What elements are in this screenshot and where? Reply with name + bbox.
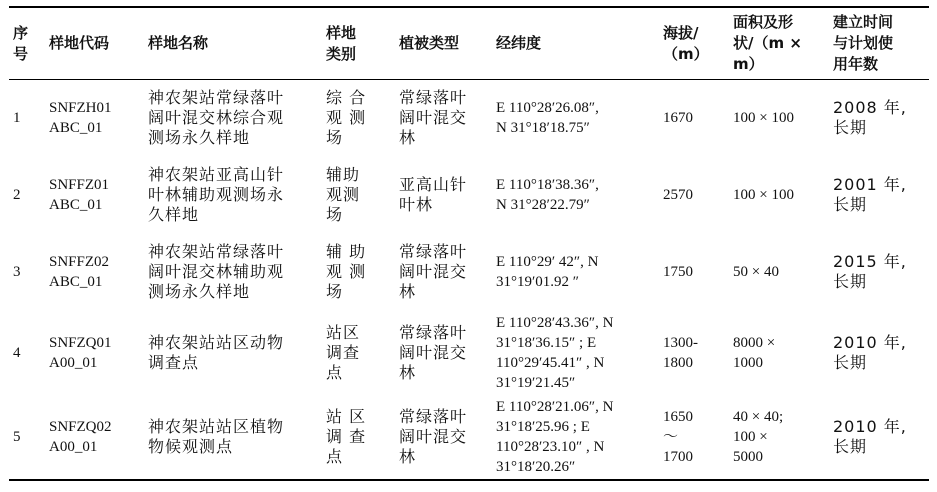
header-code: 样地代码 (49, 34, 110, 52)
header-vegetation: 植被类型 (399, 34, 460, 52)
cell-code: SNFZQ02 A00_01 (49, 418, 112, 455)
cell-no: 3 (13, 264, 21, 280)
cell-established: 2010 年, 长期 (833, 416, 907, 456)
header-category: 样地 类别 (326, 23, 357, 63)
cell-category: 综 合 观 测 场 (326, 88, 367, 148)
cell-area: 8000 × 1000 (733, 334, 776, 371)
document-page (9, 6, 929, 481)
cell-established: 2015 年, 长期 (833, 252, 907, 291)
cell-altitude: 1300- 1800 (663, 334, 698, 371)
header-no: 序 号 (13, 23, 29, 63)
cell-name: 神农架站亚高山针 叶林辅助观测场永 久样地 (148, 165, 285, 224)
cell-area: 40 × 40; 100 × 5000 (733, 408, 784, 465)
table-row (9, 311, 929, 395)
cell-coords: E 110°28′26.08″, N 31°18′18.75″ (496, 100, 599, 137)
cell-altitude: 1670 (663, 110, 693, 127)
cell-code: SNFFZ02 ABC_01 (49, 254, 110, 290)
cell-area: 50 × 40 (733, 264, 779, 280)
header-name: 样地名称 (148, 34, 209, 52)
table-row (9, 80, 929, 157)
cell-category: 辅助 观测 场 (326, 165, 361, 224)
cell-no: 2 (13, 187, 21, 203)
cell-area: 100 × 100 (733, 110, 794, 127)
cell-category: 站 区 调 查 点 (326, 406, 367, 466)
table-row (9, 234, 929, 311)
cell-established: 2001 年, 长期 (833, 175, 907, 214)
header-altitude: 海拔/ （m） (663, 23, 709, 63)
cell-category: 站区 调查 点 (326, 322, 361, 382)
cell-coords: E 110°28′43.36″, N 31°18′36.15″ ; E 110°29′45.41″ , N 31°19′21.45″ (496, 314, 614, 391)
table-row (9, 395, 929, 480)
cell-code: SNFFZ01 ABC_01 (49, 177, 110, 213)
plot-table (9, 6, 929, 481)
cell-no: 4 (13, 344, 21, 361)
cell-vegetation: 常绿落叶 阔叶混交 林 (399, 406, 468, 466)
cell-name: 神农架站站区动物 调查点 (148, 332, 285, 372)
cell-altitude: 1750 (663, 264, 693, 280)
cell-established: 2008 年, 长期 (833, 98, 907, 138)
table-row (9, 157, 929, 234)
cell-name: 神农架站站区植物 物候观测点 (148, 416, 285, 456)
cell-category: 辅 助 观 测 场 (326, 242, 367, 301)
cell-coords: E 110°29′ 42″, N 31°19′01.92 ″ (496, 254, 599, 290)
cell-coords: E 110°18′38.36″, N 31°28′22.79″ (496, 177, 599, 213)
cell-established: 2010 年, 长期 (833, 332, 907, 372)
cell-name: 神农架站常绿落叶 阔叶混交林综合观 测场永久样地 (148, 88, 285, 148)
cell-vegetation: 常绿落叶 阔叶混交 林 (399, 242, 468, 301)
header-established: 建立时间 与计划使 用年数 (833, 13, 894, 73)
cell-no: 1 (13, 110, 21, 127)
header-coords: 经纬度 (496, 34, 542, 52)
cell-coords: E 110°28′21.06″, N 31°18′25.96 ; E 110°28′23.10″ , N 31°18′20.26″ (496, 398, 614, 475)
cell-no: 5 (13, 428, 21, 445)
cell-altitude: 2570 (663, 187, 693, 203)
cell-altitude: 1650 ～ 1700 (663, 408, 693, 465)
header-area: 面积及形 状/（m × m） (733, 13, 802, 73)
cell-vegetation: 常绿落叶 阔叶混交 林 (399, 88, 468, 148)
cell-name: 神农架站常绿落叶 阔叶混交林辅助观 测场永久样地 (148, 242, 285, 301)
table-header-row (9, 7, 929, 80)
cell-code: SNFZQ01 A00_01 (49, 334, 112, 371)
cell-vegetation: 常绿落叶 阔叶混交 林 (399, 322, 468, 382)
cell-area: 100 × 100 (733, 187, 794, 203)
cell-code: SNFZH01 ABC_01 (49, 100, 112, 137)
cell-vegetation: 亚高山针 叶林 (399, 175, 468, 214)
